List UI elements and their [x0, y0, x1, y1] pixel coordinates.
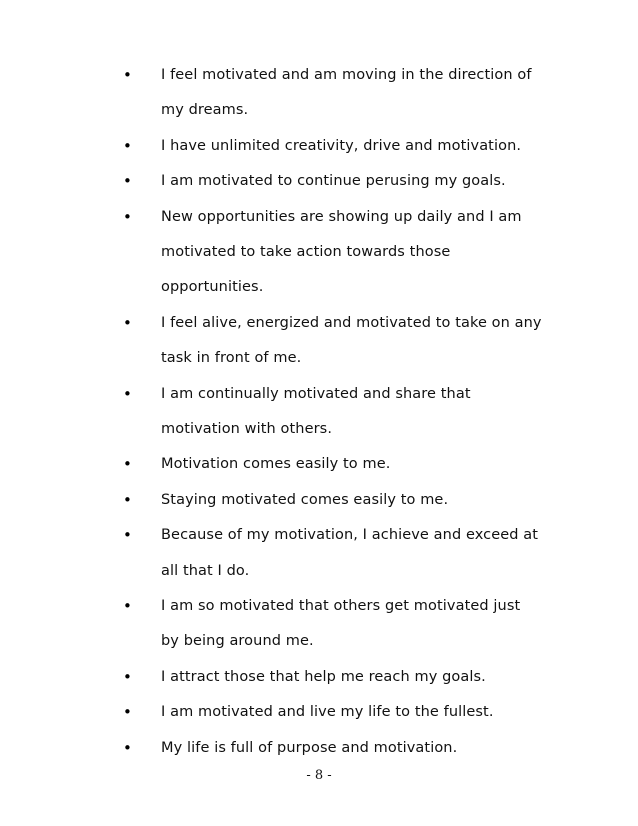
affirmation-line: My life is full of purpose and motivation.	[161, 739, 458, 756]
affirmation-text	[161, 164, 561, 199]
affirmation-line: I feel alive, energized and motivated to take on any	[161, 314, 542, 331]
bullet-icon: •	[123, 455, 132, 474]
affirmation-text	[161, 589, 561, 660]
affirmation-line: New opportunities are showing up daily and I am	[161, 208, 522, 225]
affirmation-text	[161, 377, 561, 448]
affirmation-text	[161, 447, 561, 482]
affirmation-text	[161, 695, 561, 730]
bullet-icon: •	[123, 313, 132, 332]
affirmation-text	[161, 483, 561, 518]
affirmation-line: Because of my motivation, I achieve and exceed at	[161, 527, 539, 544]
affirmation-line: Staying motivated comes easily to me.	[161, 491, 449, 508]
bullet-icon: •	[123, 384, 132, 403]
affirmation-line: I am so motivated that others get motivated just	[161, 598, 521, 614]
bullet-icon: •	[123, 490, 132, 509]
affirmation-text	[161, 129, 561, 164]
bullet-icon: •	[123, 136, 132, 155]
affirmation-text	[161, 518, 561, 589]
affirmation-text	[161, 58, 561, 129]
bullet-icon: •	[123, 207, 132, 226]
bullet-icon: •	[123, 66, 132, 84]
affirmation-text	[161, 306, 561, 377]
affirmation-line: all that I do.	[161, 562, 250, 579]
bullet-icon: •	[123, 738, 132, 757]
affirmation-line: I am motivated to continue perusing my goals.	[161, 173, 506, 190]
affirmation-line: I attract those that help me reach my goals.	[161, 668, 486, 685]
affirmation-line: I am motivated and live my life to the fullest.	[161, 704, 494, 721]
page-number: - 8 -	[306, 768, 332, 783]
bullet-icon: •	[123, 597, 132, 615]
affirmation-line: I have unlimited creativity, drive and motivation.	[161, 137, 522, 154]
affirmation-line: motivation with others.	[161, 421, 333, 437]
affirmation-line: I am continually motivated and share that	[161, 385, 471, 402]
bullet-icon: •	[123, 172, 132, 191]
affirmation-text	[161, 200, 561, 306]
bullet-icon: •	[123, 667, 132, 686]
affirmation-line: motivated to take action towards those	[161, 244, 451, 260]
affirmation-line: my dreams.	[161, 102, 249, 119]
affirmation-line: I feel motivated and am moving in the direction of	[161, 67, 532, 83]
affirmation-line: task in front of me.	[161, 350, 302, 367]
bullet-icon: •	[123, 703, 132, 722]
affirmation-line: Motivation comes easily to me.	[161, 456, 391, 473]
affirmation-text	[161, 731, 561, 766]
affirmation-text	[161, 660, 561, 695]
affirmation-line: opportunities.	[161, 279, 264, 296]
affirmation-line: by being around me.	[161, 633, 314, 650]
bullet-icon: •	[123, 526, 132, 545]
